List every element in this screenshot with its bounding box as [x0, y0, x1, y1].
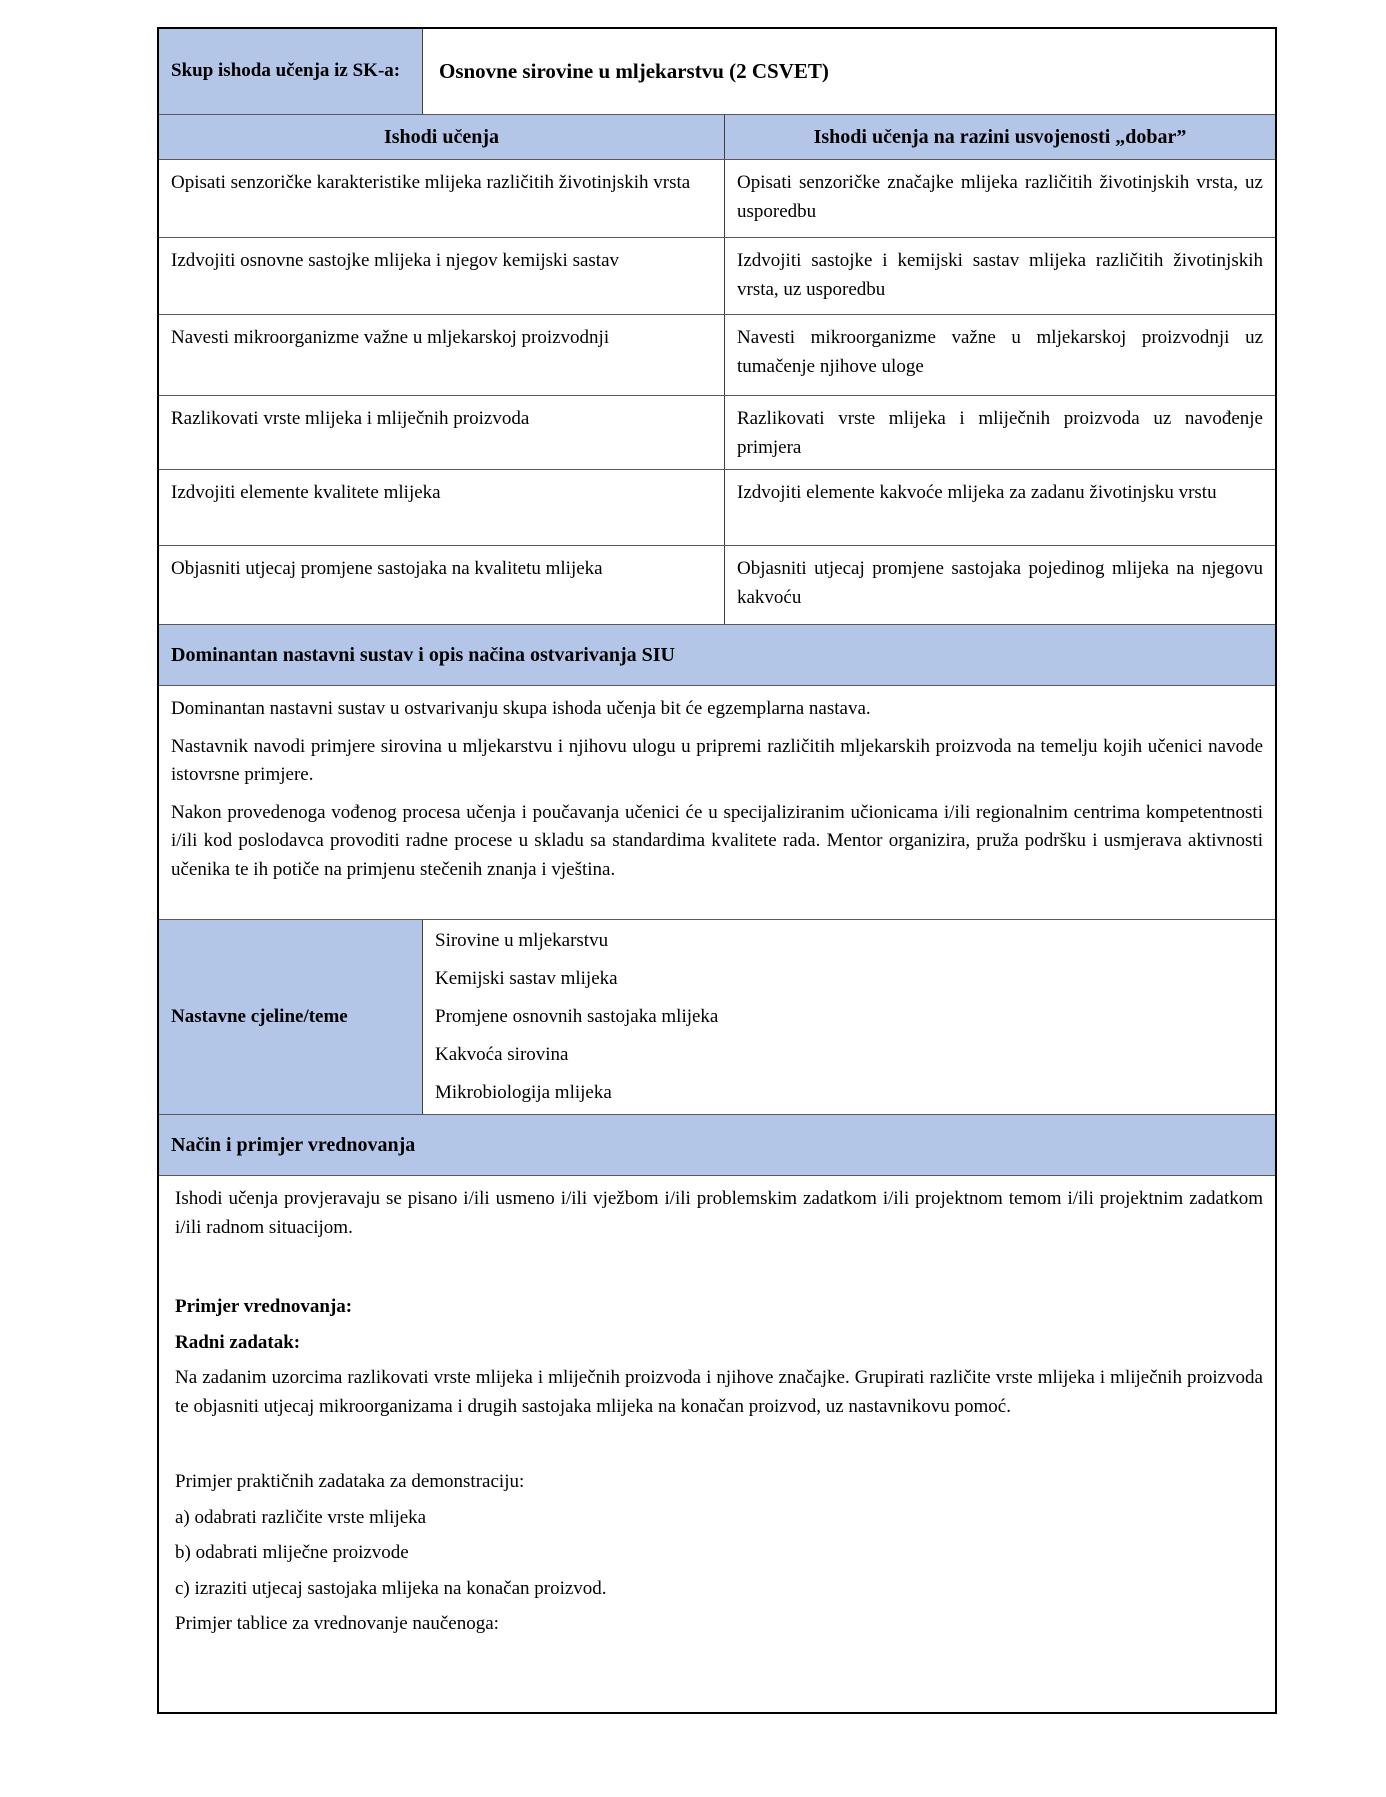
outcome-left: Razlikovati vrste mlijeka i mliječnih proizvoda [171, 408, 530, 429]
dominant-paragraph: Nastavnik navodi primjere sirovina u mljekarstvu i njihovu ulogu u pripremi različitih mljekarskih proizvoda na temelju kojih učenici navode istovrsne primjere. [171, 735, 1263, 785]
teaching-units-label-cell [159, 920, 422, 1114]
outcome-left: Opisati senzoričke karakteristike mlijeka različitih životinjskih vrsta [171, 172, 691, 193]
outcome-left: Navesti mikroorganizme važne u mljekarskoj proizvodnji [171, 327, 610, 348]
section-heading-evaluation-row [159, 1114, 1275, 1175]
evaluation-table-note: Primjer tablice za vrednovanje naučenoga: [175, 1613, 499, 1635]
work-task-text: Na zadanim uzorcima razlikovati vrste mlijeka i mliječnih proizvoda i njihove značajke. Grupirati različite vrste mlijeka i mliječnih proizvoda te objasniti utjecaj mikroorganizama i drugih sastojaka mlijeka na konačan proizvod, uz nastavnikovu pomoć. [175, 1367, 1263, 1417]
learning-outcomes-table [157, 27, 1277, 1714]
evaluation-example-label: Primjer vrednovanja: [175, 1296, 353, 1317]
outcome-row [159, 469, 1275, 545]
unit-item: Mikrobiologija mlijeka [435, 1082, 612, 1103]
spacer [175, 1249, 1263, 1293]
unit-set-label-cell [159, 29, 422, 114]
dominant-description-row [159, 685, 1275, 919]
outcome-row [159, 314, 1275, 395]
evaluation-intro: Ishodi učenja provjeravaju se pisano i/ili usmeno i/ili vježbom i/ili problemskim zadatkom i/ili projektnom temom i/ili projektnim zadatkom i/ili radnom situacijom. [175, 1188, 1263, 1238]
demo-item: b) odabrati mliječne proizvode [175, 1542, 409, 1564]
spacer [175, 1428, 1263, 1468]
dominant-paragraph: Dominantan nastavni sustav u ostvarivanju skupa ishoda učenja bit će egzemplarna nastava. [171, 698, 871, 719]
unit-item: Promjene osnovnih sastojaka mlijeka [435, 1006, 719, 1027]
outcome-right: Objasniti utjecaj promjene sastojaka pojedinog mlijeka na njegovu kakvoću [724, 546, 1275, 624]
outcome-row [159, 159, 1275, 237]
unit-item: Kakvoća sirovina [435, 1044, 569, 1065]
evaluation-row [159, 1175, 1275, 1712]
dominant-description-cell [159, 686, 1275, 919]
table-header-row [159, 29, 1275, 114]
column-header-row [159, 114, 1275, 159]
unit-title-cell [422, 29, 1275, 114]
demo-intro: Primjer praktičnih zadataka za demonstraciju: [175, 1471, 525, 1492]
outcome-row [159, 237, 1275, 314]
demo-item: c) izraziti utjecaj sastojaka mlijeka na konačan proizvod. [175, 1577, 607, 1599]
outcome-left: Objasniti utjecaj promjene sastojaka na kvalitetu mlijeka [171, 558, 603, 579]
teaching-units-list-cell [422, 920, 1275, 1114]
unit-title: Osnovne sirovine u mljekarstvu (2 CSVET) [439, 58, 829, 83]
outcome-right: Opisati senzoričke značajke mlijeka različitih životinjskih vrsta, uz usporedbu [724, 160, 1275, 237]
column-header-right [724, 115, 1275, 159]
outcome-left: Izdvojiti osnovne sastojke mlijeka i njegov kemijski sastav [171, 250, 620, 271]
unit-item: Kemijski sastav mlijeka [435, 968, 618, 989]
outcome-right: Izdvojiti elemente kakvoće mlijeka za zadanu životinjsku vrstu [724, 470, 1275, 545]
outcome-right: Navesti mikroorganizme važne u mljekarskoj proizvodnji uz tumačenje njihove uloge [724, 315, 1275, 395]
section-heading-dominant: Dominantan nastavni sustav i opis načina ostvarivanja SIU [159, 625, 1275, 685]
evaluation-cell [159, 1176, 1275, 1712]
column-header-left [159, 115, 724, 159]
dominant-paragraph: Nakon provedenoga vođenog procesa učenja i poučavanja učenici će u specijaliziranim učionicama i/ili regionalnim centrima kompetentnosti i/ili kod poslodavca provoditi radne procese u skladu sa standardima kvalitete rada. Mentor organizira, pruža podršku i usmjerava aktivnosti učenika te ih potiče na primjenu stečenih znanja i vještina. [171, 801, 1263, 880]
section-heading-dominant-row [159, 624, 1275, 685]
section-heading-evaluation: Način i primjer vrednovanja [159, 1115, 1275, 1175]
outcome-left: Izdvojiti elemente kvalitete mlijeka [171, 482, 441, 503]
column-header-right-label: Ishodi učenja na razini usvojenosti „dobar” [813, 126, 1187, 148]
unit-set-label: Skup ishoda učenja iz SK-a: [171, 60, 401, 82]
outcome-row [159, 395, 1275, 469]
teaching-units-row [159, 919, 1275, 1114]
column-header-left-label: Ishodi učenja [383, 126, 500, 148]
demo-item: a) odabrati različite vrste mlijeka [175, 1506, 427, 1528]
unit-item: Sirovine u mljekarstvu [435, 930, 609, 951]
outcome-row [159, 545, 1275, 624]
outcome-right: Izdvojiti sastojke i kemijski sastav mlijeka različitih životinjskih vrsta, uz usporedbu [724, 238, 1275, 314]
work-task-label: Radni zadatak: [175, 1331, 301, 1353]
outcome-right: Razlikovati vrste mlijeka i mliječnih proizvoda uz navođenje primjera [724, 396, 1275, 469]
teaching-units-label: Nastavne cjeline/teme [171, 1005, 348, 1027]
